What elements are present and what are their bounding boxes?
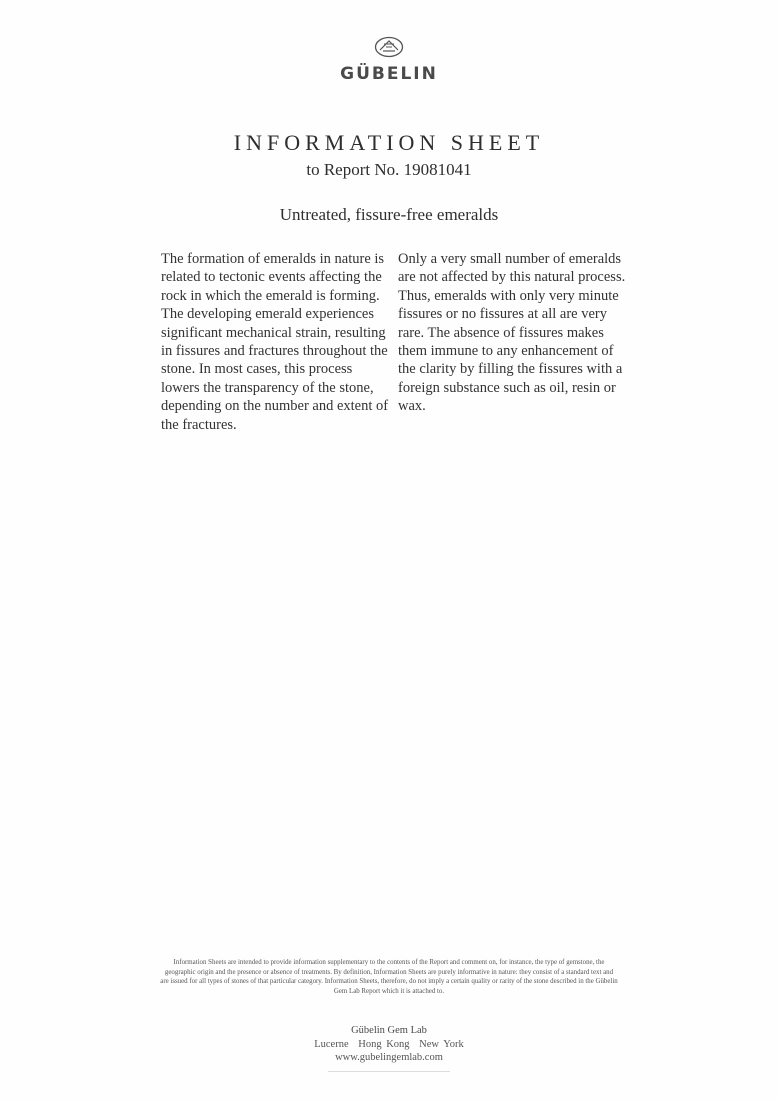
report-number: to Report No. 19081041	[306, 160, 472, 179]
footer-city: New York	[419, 1038, 464, 1050]
footer-cities	[0, 1038, 778, 1052]
body-right-column: Only a very small number of emeralds are not affected by this natural process. Thus, emeralds with only very minute fissures or no fissures at all are very rare. The absence of fissures makes them immune to any enhancement of the clarity by filling the fissures with a foreign substance such as oil, resin or wax.	[398, 251, 626, 415]
gubelin-emblem-icon	[374, 36, 404, 58]
footer-website: www.gubelingemlab.com	[335, 1052, 443, 1063]
footer	[0, 1024, 778, 1065]
page-title: INFORMATION SHEET	[233, 130, 545, 155]
sheet-subtitle: Untreated, fissure-free emeralds	[279, 205, 499, 224]
footer-city: Lucerne	[314, 1038, 349, 1050]
footer-lab-name: Gübelin Gem Lab	[351, 1025, 427, 1036]
body-left-column: The formation of emeralds in nature is related to tectonic events affecting the rock in which the emerald is forming. The developing emerald experiences significant mechanical strain, resulting in fissures and fractures throughout the stone. In most cases, this process lowers the transparency of the stone, depending on the number and extent of the fractures.	[161, 251, 389, 433]
footer-divider	[328, 1071, 450, 1072]
brand-name: GÜBELIN	[340, 64, 438, 84]
footer-city: Hong Kong	[358, 1038, 410, 1050]
disclaimer-note: Information Sheets are intended to provide information supplementary to the contents of the Report and comment on, for instance, the type of gemstone, the geographic origin and the presence or absence of treatments. By definition, Information Sheets are purely informative in nature: they consist of a standard text and are issued for all types of stones of that particular category. Information Sheets, therefore, do not imply a certain quality or rarity of the stone described in the Gübelin Gem Lab Report which it is attached to.	[160, 959, 618, 995]
brand-logo	[0, 36, 778, 84]
